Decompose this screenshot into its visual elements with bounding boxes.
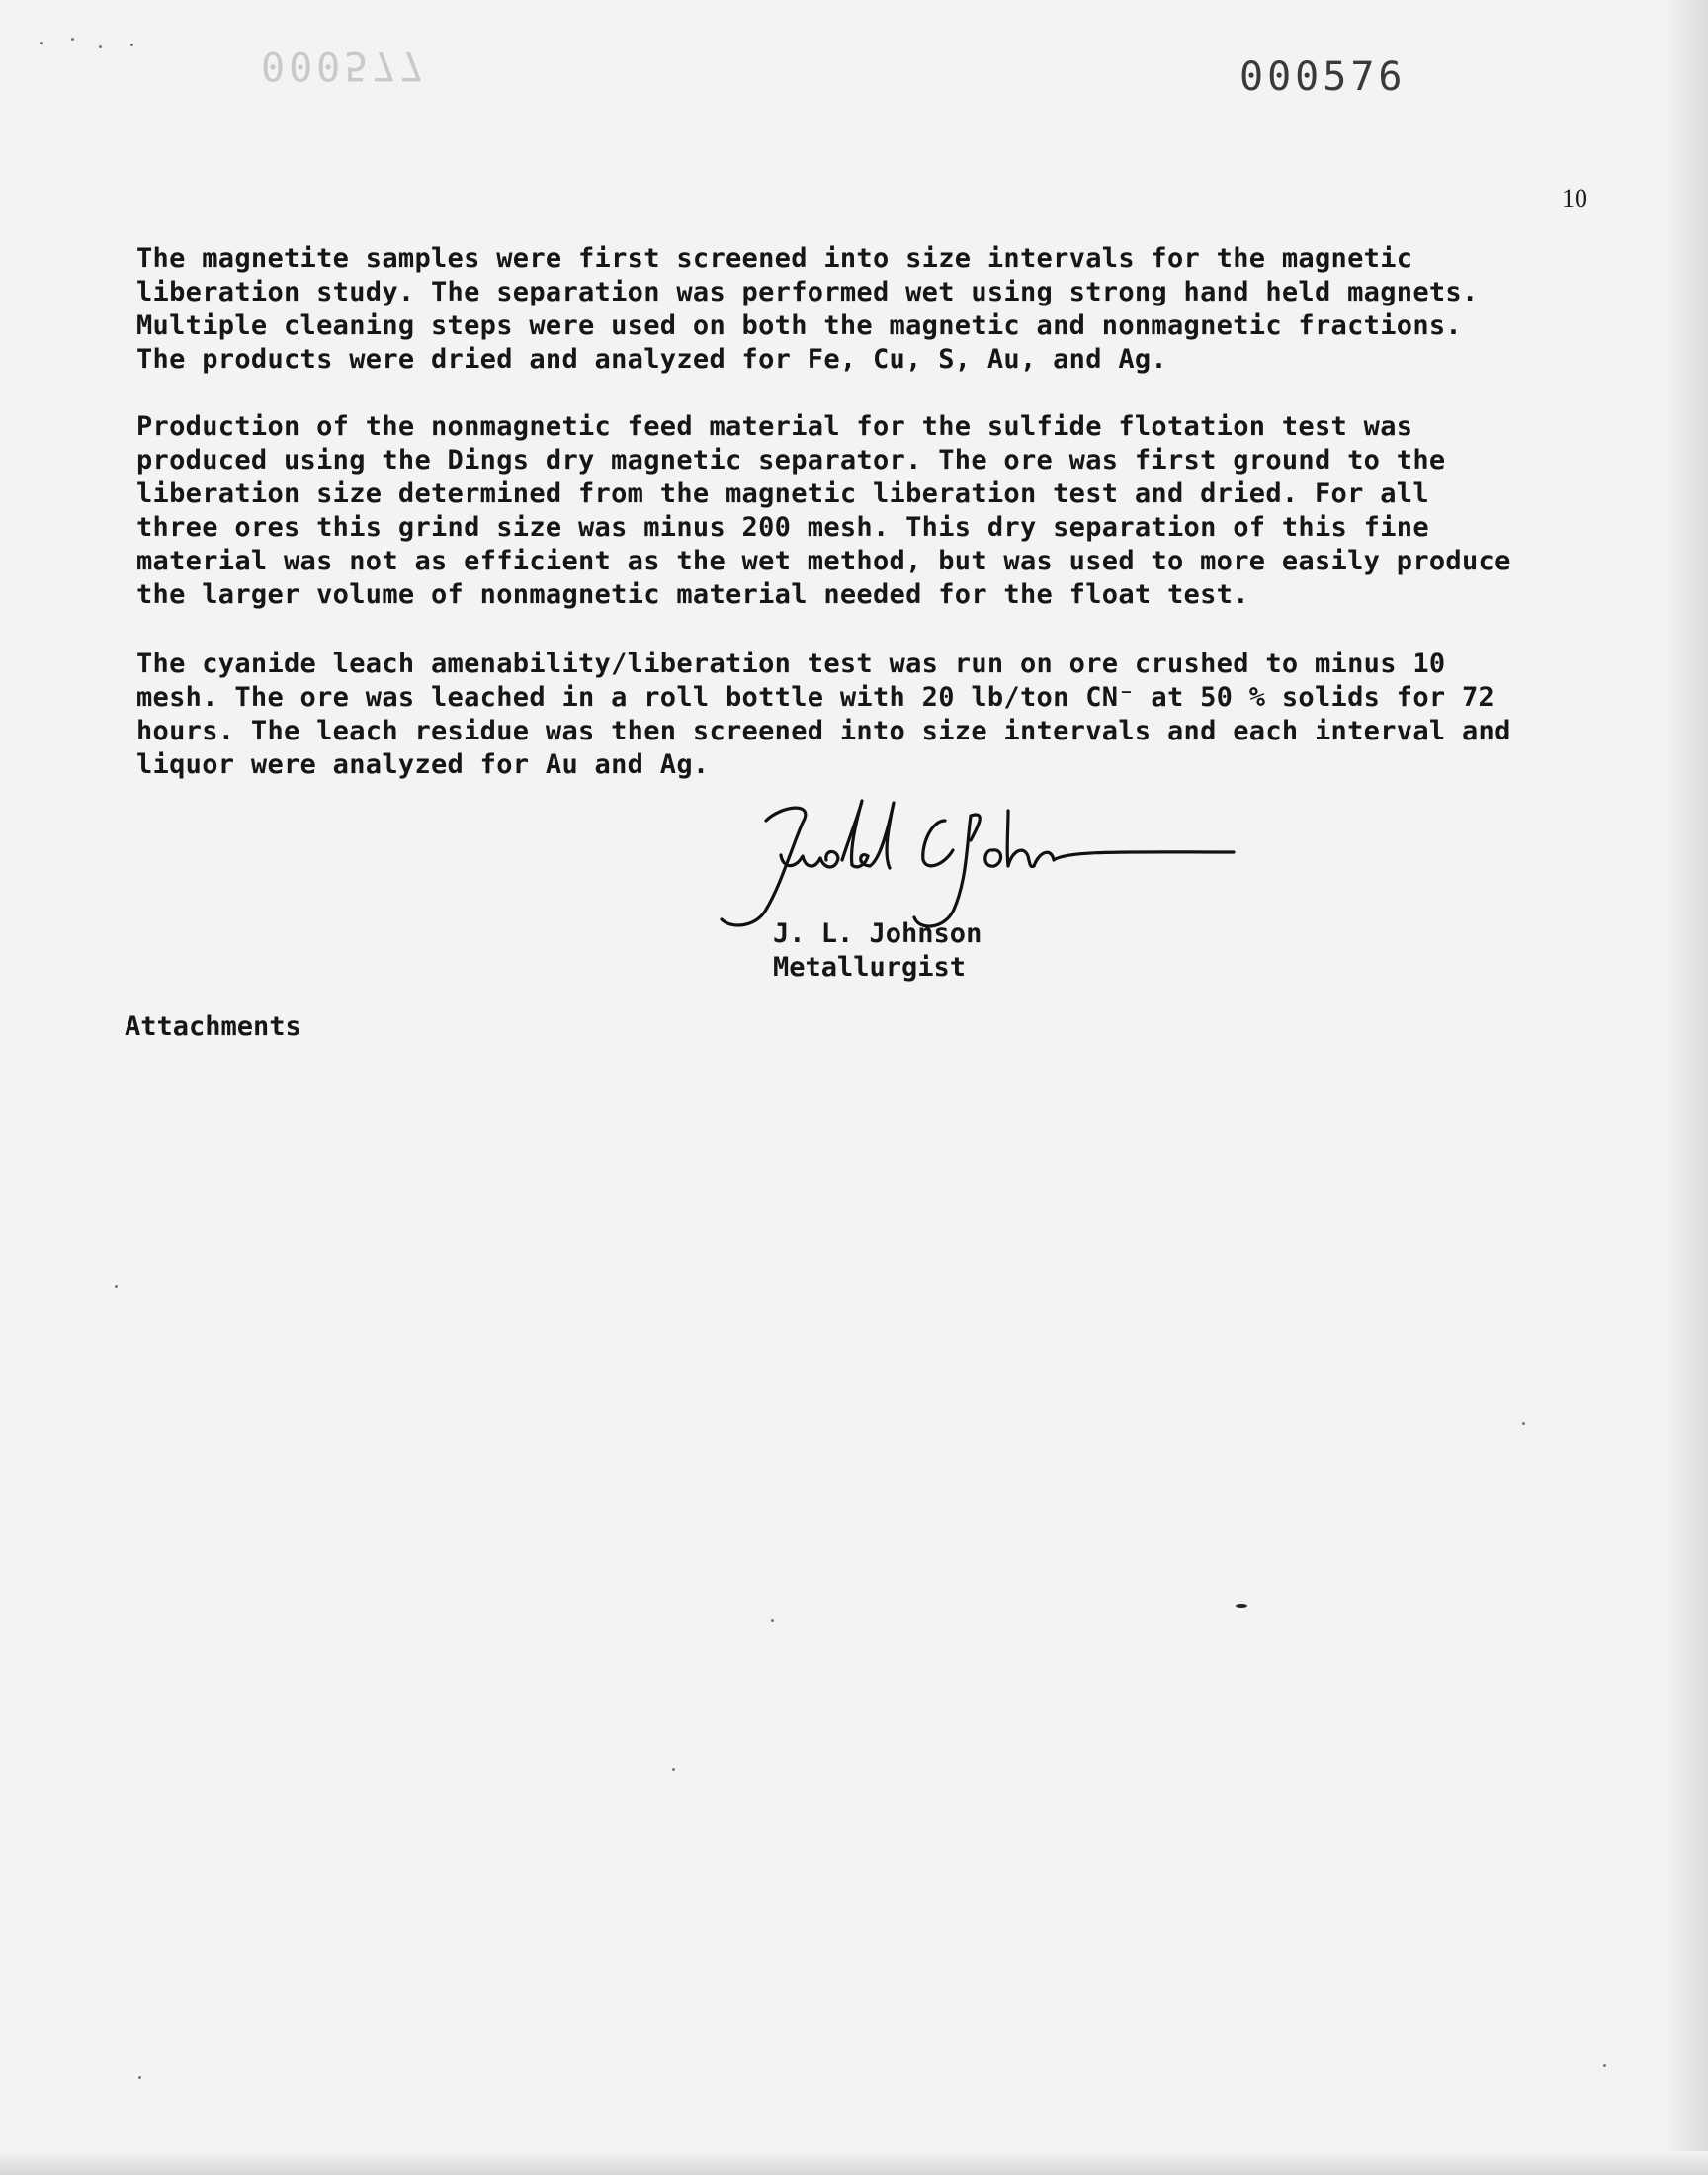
body-paragraph-3: The cyanide leach amenability/liberation test was run on ore crushed to minus 10 mesh. The ore was leached in a roll bottle with 20 lb/ton CN⁻ at 50 % solids for 72 hours. The leach residue was then screened into size intervals and each interval and liquor were analyzed for Au and Ag.: [136, 649, 1511, 780]
scan-speck: [1236, 1604, 1247, 1608]
scan-speck: [1603, 2064, 1606, 2067]
signer-name: J. L. Johnson: [773, 918, 982, 949]
scan-speck: [672, 1768, 675, 1771]
page-number: 10: [1562, 184, 1587, 213]
scan-speck: [138, 2076, 141, 2079]
scan-edge-shadow-bottom: [0, 2151, 1708, 2175]
body-paragraph-1: The magnetite samples were first screened into size intervals for the magnetic liberation study. The separation was performed wet using strong hand held magnets. Multiple cleaning steps were used on both the magnetic and nonmagnetic fractions. The products were dried and analyzed for Fe, Cu, S, Au, and Ag.: [136, 243, 1479, 375]
signer-title: Metallurgist: [773, 952, 967, 983]
scan-edge-shadow-right: [1665, 0, 1708, 2175]
bates-stamp-bleedthrough: 000577: [261, 43, 428, 88]
scan-speck: [99, 45, 102, 48]
scan-speck: [1522, 1422, 1525, 1425]
bates-stamp: 000576: [1239, 54, 1407, 100]
body-paragraph-2: Production of the nonmagnetic feed material for the sulfide flotation test was produced using the Dings dry magnetic separator. The ore was first ground to the liberation size determined from the magnetic liberation test and dried. For all three ores this grind size was minus 200 mesh. This dry separation of this fine material was not as efficient as the wet method, but was used to more easily produce the larger volume of nonmagnetic material needed for the float test.: [136, 411, 1511, 610]
scan-speck: [771, 1619, 774, 1622]
scan-speck: [40, 42, 43, 44]
attachments-label: Attachments: [125, 1011, 301, 1042]
scan-speck: [71, 38, 74, 41]
scan-speck: [130, 44, 133, 46]
scan-speck: [115, 1285, 118, 1288]
